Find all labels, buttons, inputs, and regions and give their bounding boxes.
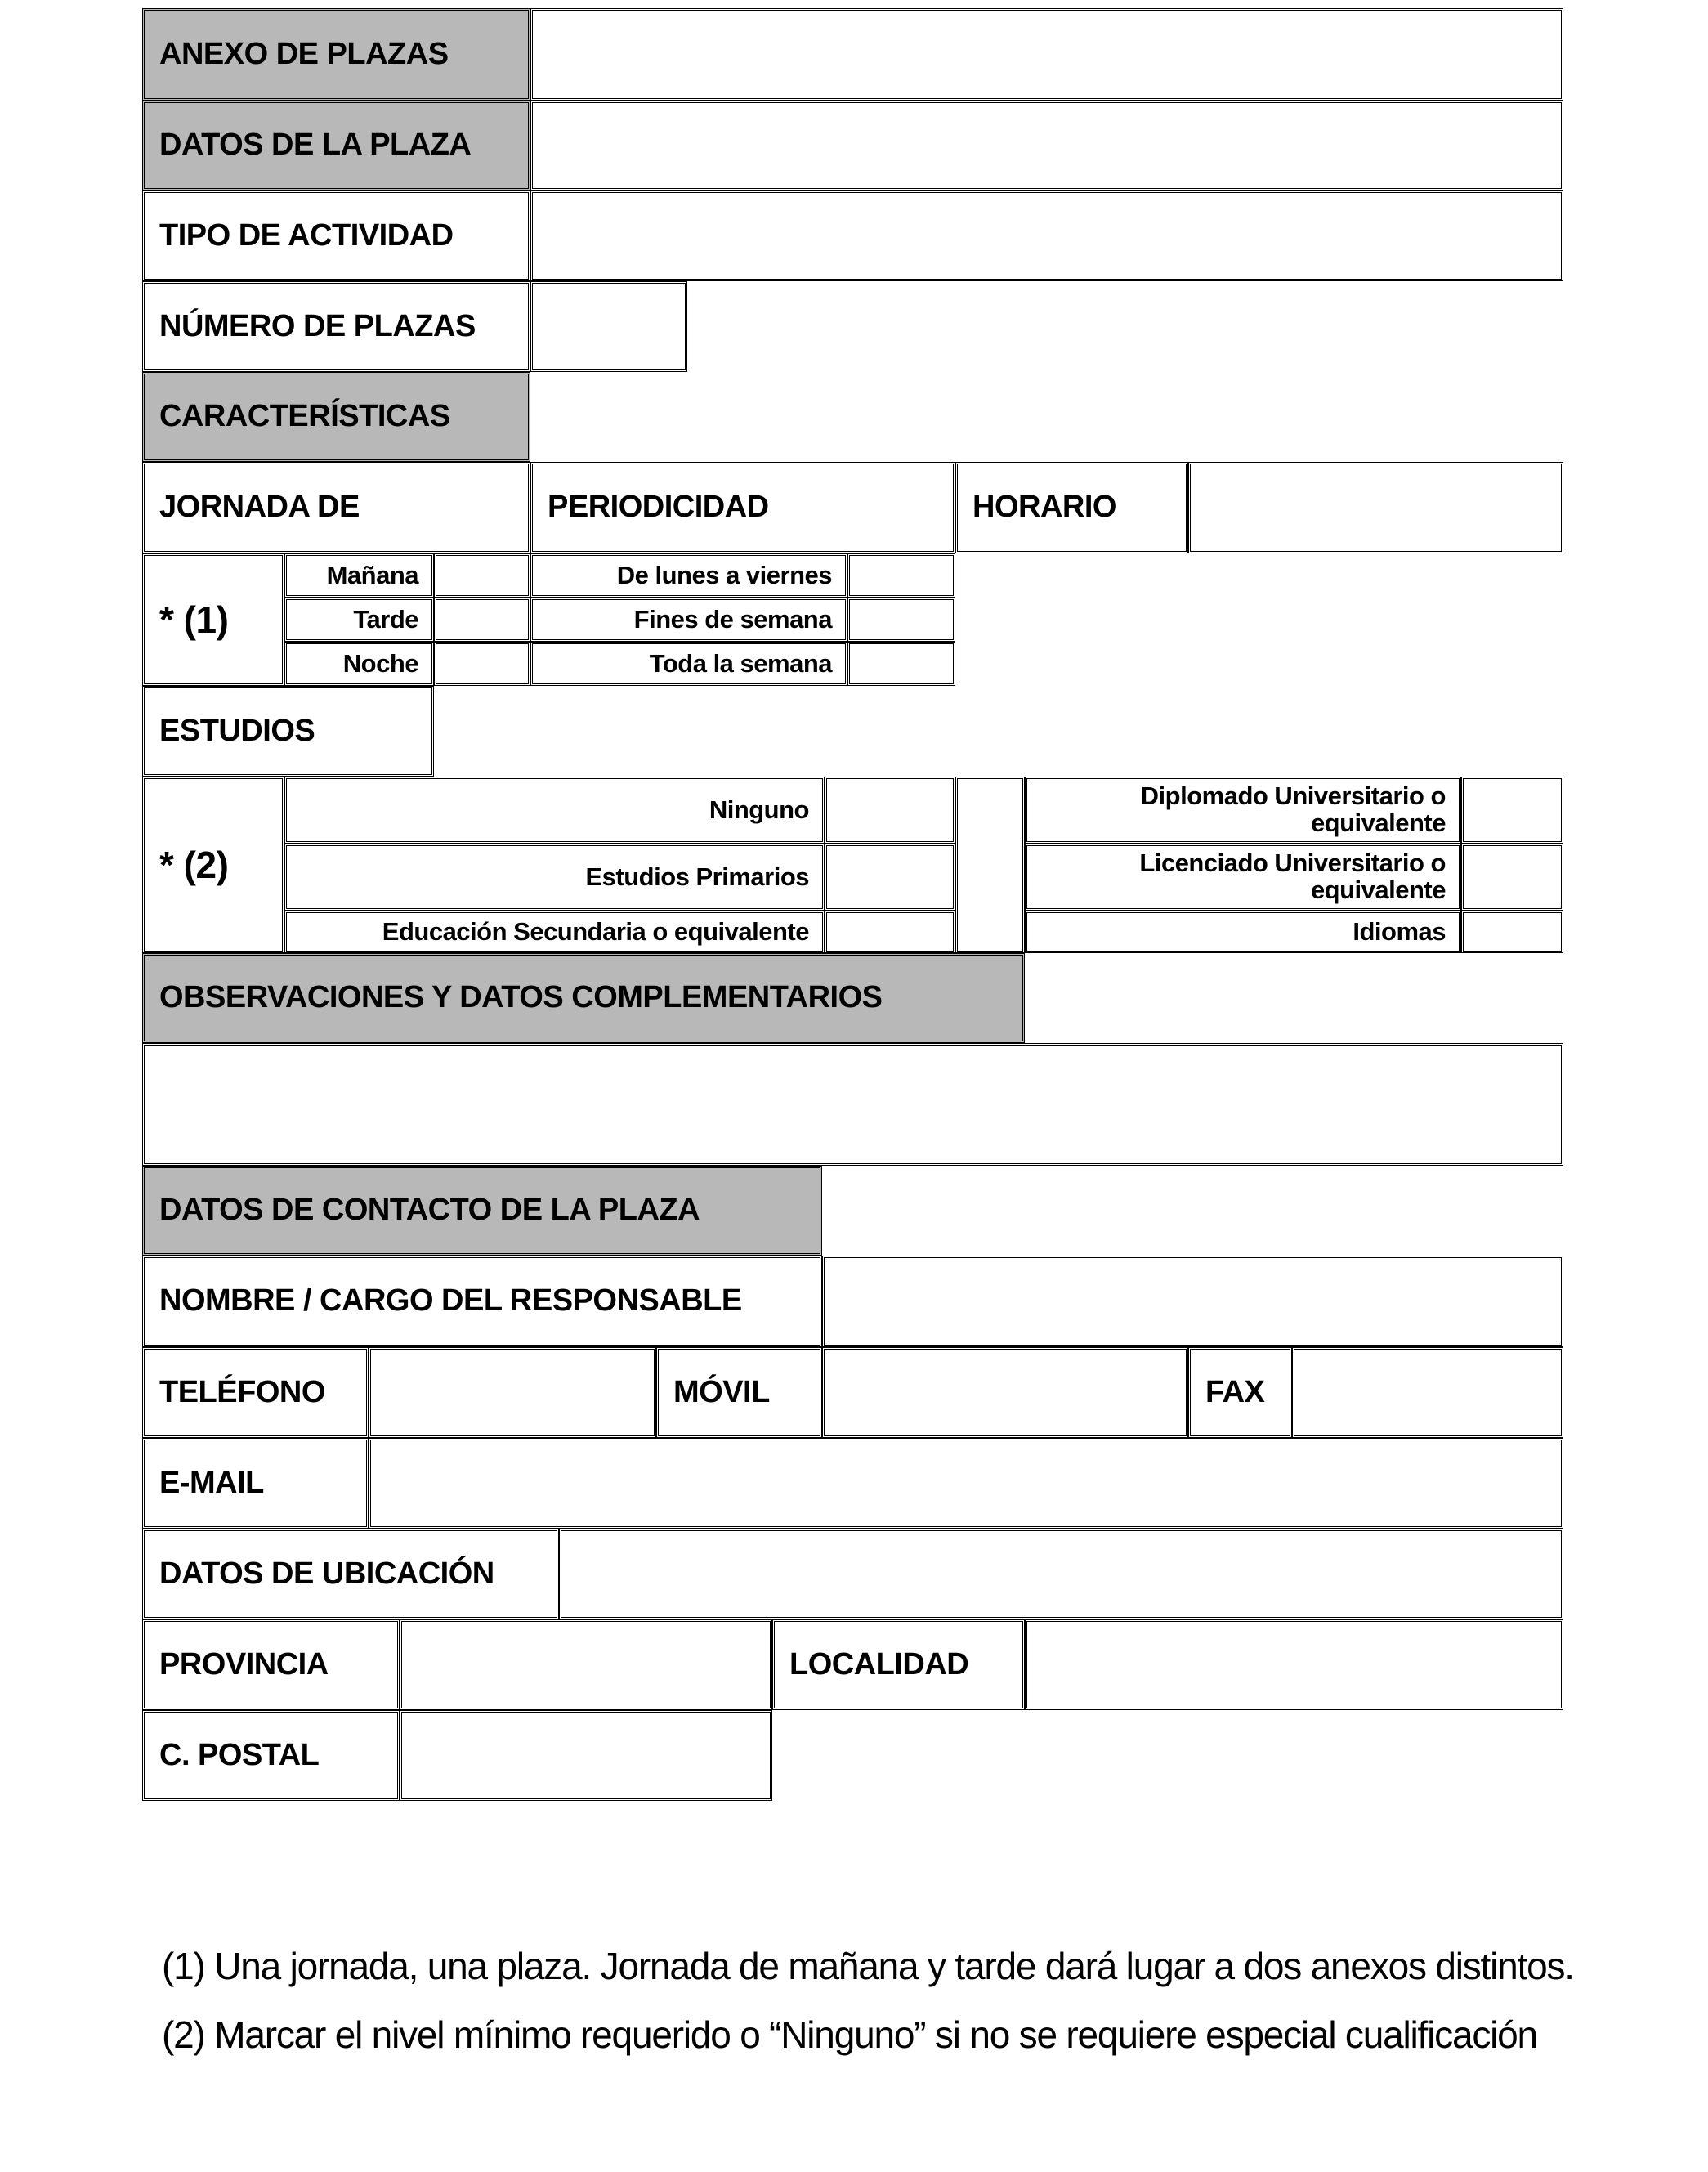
- movil-field[interactable]: [822, 1347, 1188, 1438]
- estudios-option-licenciado: Licenciado Universitario o equivalente: [1025, 844, 1461, 911]
- jornada-option-noche: Noche: [284, 642, 434, 686]
- observaciones-label: OBSERVACIONES Y DATOS COMPLEMENTARIOS: [142, 953, 1025, 1043]
- telefono-label: TELÉFONO: [142, 1347, 369, 1438]
- estudios-diplomado-checkbox[interactable]: [1461, 777, 1563, 844]
- movil-label: MÓVIL: [656, 1347, 822, 1438]
- tipo-actividad-label: TIPO DE ACTIVIDAD: [142, 190, 530, 281]
- estudios-idiomas-checkbox[interactable]: [1461, 911, 1563, 953]
- estudios-spacer: [955, 777, 1025, 953]
- nombre-cargo-field[interactable]: [822, 1256, 1563, 1347]
- horario-field[interactable]: [1188, 462, 1563, 553]
- datos-ubicacion-field[interactable]: [559, 1529, 1563, 1619]
- observaciones-field[interactable]: [142, 1043, 1563, 1166]
- email-field[interactable]: [369, 1438, 1563, 1529]
- jornada-option-manana: Mañana: [284, 553, 434, 598]
- fax-field[interactable]: [1292, 1347, 1563, 1438]
- jornada-option-tarde: Tarde: [284, 598, 434, 642]
- estudios-ninguno-checkbox[interactable]: [825, 777, 955, 844]
- caracteristicas-label: CARACTERÍSTICAS: [142, 372, 530, 462]
- estudios-primarios-checkbox[interactable]: [825, 844, 955, 911]
- note-ref-2: * (2): [142, 777, 284, 953]
- estudios-option-ninguno: Ninguno: [284, 777, 825, 844]
- periodicidad-option-lunes-viernes: De lunes a viernes: [530, 553, 847, 598]
- codigo-postal-field[interactable]: [400, 1710, 772, 1801]
- jornada-tarde-checkbox[interactable]: [434, 598, 530, 642]
- tipo-actividad-field[interactable]: [530, 190, 1563, 281]
- note-ref-1: * (1): [142, 553, 284, 686]
- codigo-postal-label: C. POSTAL: [142, 1710, 400, 1801]
- estudios-option-primarios: Estudios Primarios: [284, 844, 825, 911]
- estudios-label: ESTUDIOS: [142, 686, 434, 777]
- datos-ubicacion-label: DATOS DE UBICACIÓN: [142, 1529, 559, 1619]
- footnote-1: (1) Una jornada, una plaza. Jornada de mañana y tarde dará lugar a dos anexos distintos.: [162, 1945, 1574, 1987]
- anexo-plazas-label: ANEXO DE PLAZAS: [142, 8, 530, 101]
- periodicidad-option-fines-semana: Fines de semana: [530, 598, 847, 642]
- estudios-option-idiomas: Idiomas: [1025, 911, 1461, 953]
- estudios-option-diplomado: Diplomado Universitario o equivalente: [1025, 777, 1461, 844]
- provincia-label: PROVINCIA: [142, 1619, 400, 1710]
- localidad-label: LOCALIDAD: [772, 1619, 1025, 1710]
- fax-label: FAX: [1188, 1347, 1292, 1438]
- jornada-manana-checkbox[interactable]: [434, 553, 530, 598]
- telefono-field[interactable]: [369, 1347, 656, 1438]
- estudios-licenciado-checkbox[interactable]: [1461, 844, 1563, 911]
- footnote-2: (2) Marcar el nivel mínimo requerido o “Ninguno” si no se requiere especial cualificación: [162, 2013, 1537, 2056]
- horario-label: HORARIO: [955, 462, 1188, 553]
- periodicidad-option-toda-semana: Toda la semana: [530, 642, 847, 686]
- numero-plazas-field[interactable]: [530, 281, 687, 372]
- email-label: E-MAIL: [142, 1438, 369, 1529]
- estudios-secundaria-checkbox[interactable]: [825, 911, 955, 953]
- provincia-field[interactable]: [400, 1619, 772, 1710]
- numero-plazas-label: NÚMERO DE PLAZAS: [142, 281, 530, 372]
- periodicidad-toda-semana-checkbox[interactable]: [847, 642, 955, 686]
- periodicidad-lunes-viernes-checkbox[interactable]: [847, 553, 955, 598]
- jornada-noche-checkbox[interactable]: [434, 642, 530, 686]
- datos-plaza-label: DATOS DE LA PLAZA: [142, 101, 530, 190]
- periodicidad-fines-semana-checkbox[interactable]: [847, 598, 955, 642]
- jornada-label: JORNADA DE: [142, 462, 530, 553]
- localidad-field[interactable]: [1025, 1619, 1563, 1710]
- datos-contacto-label: DATOS DE CONTACTO DE LA PLAZA: [142, 1166, 822, 1256]
- periodicidad-label: PERIODICIDAD: [530, 462, 955, 553]
- datos-plaza-field[interactable]: [530, 101, 1563, 190]
- estudios-option-secundaria: Educación Secundaria o equivalente: [284, 911, 825, 953]
- nombre-cargo-label: NOMBRE / CARGO DEL RESPONSABLE: [142, 1256, 822, 1347]
- anexo-plazas-field[interactable]: [530, 8, 1563, 101]
